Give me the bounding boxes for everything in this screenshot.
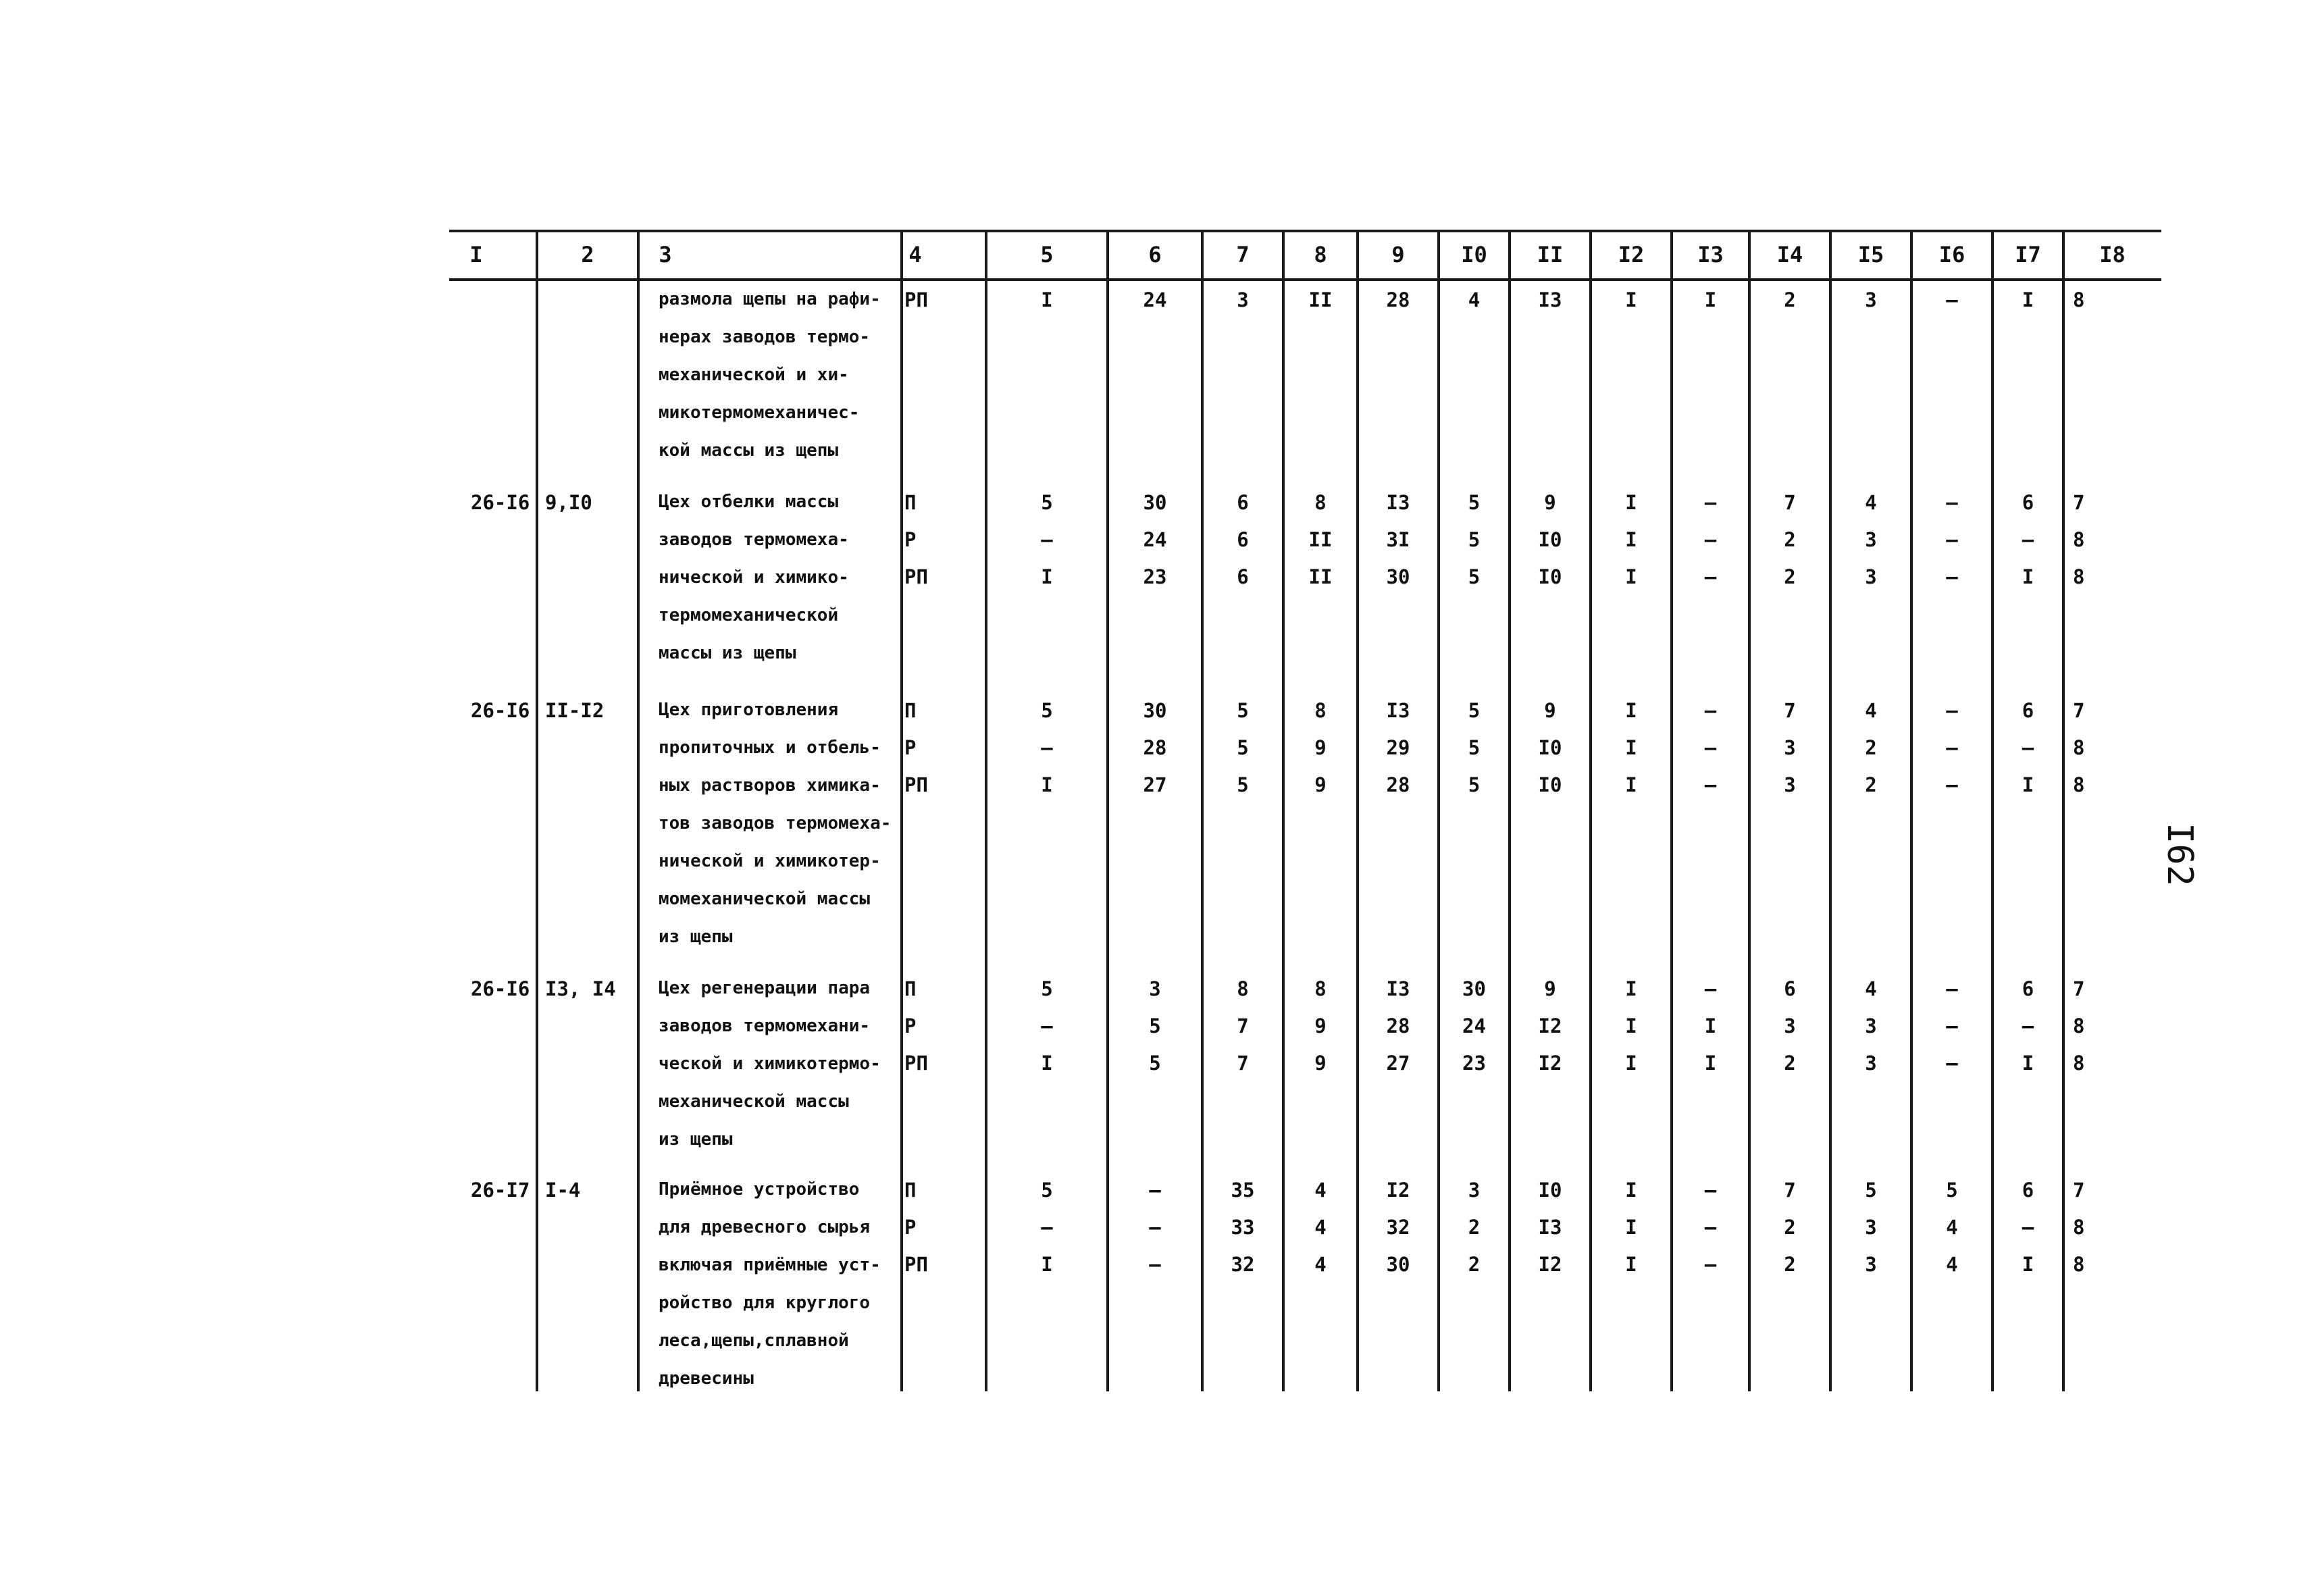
value-cell: 23 (1143, 565, 1167, 588)
value-cell: I (1625, 1216, 1637, 1239)
column-header-5: 5 (1040, 242, 1054, 267)
description-line: Приёмное устройство (659, 1179, 860, 1200)
value-cell: 28 (1386, 773, 1410, 796)
value-cell: 5 (1041, 699, 1053, 722)
description-line: Цех приготовления (659, 700, 839, 720)
value-cell: 6 (1784, 977, 1796, 1000)
value-cell: 8 (2073, 288, 2085, 311)
value-cell: 6 (2022, 1179, 2034, 1202)
value-cell: – (1946, 528, 1958, 551)
value-cell: 7 (2073, 491, 2085, 514)
value-cell: I0 (1538, 773, 1562, 796)
value-cell: 7 (1784, 699, 1796, 722)
value-cell: I (2022, 565, 2034, 588)
value-cell: I (1625, 1052, 1637, 1075)
value-cell: – (1946, 1052, 1958, 1075)
value-cell: I (2022, 288, 2034, 311)
description-line: Цех регенерации пара (659, 978, 871, 998)
value-cell: – (1041, 528, 1053, 551)
value-cell: 4 (1314, 1179, 1327, 1202)
value-cell: 9 (1544, 699, 1556, 722)
value-cell: 9 (1314, 1052, 1327, 1075)
value-cell: 8 (2073, 773, 2085, 796)
row-type-cell: П (904, 491, 917, 514)
description-line: массы из щепы (659, 643, 796, 663)
value-cell: 2 (1865, 736, 1877, 759)
value-cell: 5 (1468, 491, 1481, 514)
value-cell: – (1704, 736, 1717, 759)
row-type-cell: Р (904, 528, 917, 551)
value-cell: I (1041, 1052, 1053, 1075)
description-line: момеханической массы (659, 889, 871, 909)
value-cell: 5 (1468, 528, 1481, 551)
value-cell: 4 (1865, 699, 1877, 722)
value-cell: 3 (1468, 1179, 1481, 1202)
value-cell: – (1704, 1253, 1717, 1276)
row-type-cell: П (904, 1179, 917, 1202)
value-cell: – (1704, 773, 1717, 796)
value-cell: 24 (1143, 288, 1167, 311)
value-cell: 8 (1314, 699, 1327, 722)
value-cell: 5 (1946, 1179, 1958, 1202)
value-cell: 6 (1237, 491, 1249, 514)
value-cell: 33 (1231, 1216, 1255, 1239)
value-cell: – (1704, 528, 1717, 551)
description-line: тов заводов термомеха- (659, 813, 892, 833)
column-divider (2062, 230, 2065, 1391)
description-line: включая приёмные уст- (659, 1255, 881, 1275)
value-cell: 3 (1784, 1014, 1796, 1037)
description-line: пропиточных и отбель- (659, 738, 881, 758)
value-cell: – (1946, 1014, 1958, 1037)
row-type-cell: Р (904, 1014, 917, 1037)
value-cell: 5 (1237, 773, 1249, 796)
value-cell: I (1625, 977, 1637, 1000)
value-cell: 2 (1784, 1052, 1796, 1075)
value-cell: 27 (1143, 773, 1167, 796)
value-cell: I3 (1538, 1216, 1562, 1239)
value-cell: I (1704, 1014, 1717, 1037)
value-cell: I (1625, 1014, 1637, 1037)
value-cell: 8 (2073, 1052, 2085, 1075)
column-divider (637, 230, 640, 1391)
row-type-cell: РП (904, 565, 928, 588)
description-line: ных растворов химика- (659, 775, 881, 796)
value-cell: 3 (1865, 1253, 1877, 1276)
column-header-15: I5 (1857, 242, 1884, 267)
block-rows-label: 9,I0 (545, 491, 592, 514)
value-cell: 5 (1041, 1179, 1053, 1202)
value-cell: I (2022, 773, 2034, 796)
value-cell: – (2022, 1216, 2034, 1239)
value-cell: I (1625, 491, 1637, 514)
value-cell: 4 (1865, 977, 1877, 1000)
value-cell: – (1946, 977, 1958, 1000)
value-cell: 7 (1784, 491, 1796, 514)
column-divider (985, 230, 987, 1391)
value-cell: 3 (1784, 736, 1796, 759)
value-cell: I (1625, 773, 1637, 796)
description-line: для древесного сырья (659, 1217, 871, 1237)
value-cell: I0 (1538, 528, 1562, 551)
column-divider (1748, 230, 1751, 1391)
block-rows-label: I-4 (545, 1179, 581, 1202)
value-cell: 7 (1784, 1179, 1796, 1202)
description-line: термомеханической (659, 605, 839, 625)
description-line: из щепы (659, 927, 733, 947)
column-header-3: 3 (659, 242, 672, 267)
row-type-cell: П (904, 977, 917, 1000)
value-cell: 9 (1314, 1014, 1327, 1037)
value-cell: II (1308, 565, 1333, 588)
value-cell: – (1704, 1179, 1717, 1202)
value-cell: 3 (1865, 565, 1877, 588)
column-header-10: I0 (1461, 242, 1487, 267)
row-type-cell: РП (904, 288, 928, 311)
value-cell: 5 (1468, 699, 1481, 722)
value-cell: I (1041, 565, 1053, 588)
value-cell: 4 (1314, 1216, 1327, 1239)
value-cell: – (1041, 1014, 1053, 1037)
value-cell: 6 (2022, 699, 2034, 722)
value-cell: I (2022, 1052, 2034, 1075)
header-bottom-rule (449, 278, 2161, 281)
column-divider (1201, 230, 1204, 1391)
value-cell: 3 (1237, 288, 1249, 311)
column-header-1: I (469, 242, 483, 267)
value-cell: 28 (1143, 736, 1167, 759)
page-number: I62 (2159, 823, 2200, 886)
value-cell: 8 (2073, 1216, 2085, 1239)
value-cell: 3I (1386, 528, 1410, 551)
description-line: нерах заводов термо- (659, 327, 871, 347)
value-cell: 5 (1237, 736, 1249, 759)
value-cell: I (1625, 1253, 1637, 1276)
column-header-6: 6 (1148, 242, 1162, 267)
value-cell: 8 (2073, 1014, 2085, 1037)
value-cell: 3 (1865, 1014, 1877, 1037)
value-cell: I2 (1386, 1179, 1410, 1202)
value-cell: 30 (1143, 491, 1167, 514)
value-cell: 9 (1544, 491, 1556, 514)
row-type-cell: Р (904, 736, 917, 759)
block-rows-label: II-I2 (545, 699, 605, 722)
value-cell: 3 (1865, 288, 1877, 311)
column-divider (1589, 230, 1592, 1391)
value-cell: 3 (1149, 977, 1161, 1000)
value-cell: 8 (1314, 491, 1327, 514)
value-cell: I3 (1386, 491, 1410, 514)
description-line: древесины (659, 1368, 754, 1389)
block-code: 26-I6 (471, 491, 530, 514)
value-cell: I (1625, 699, 1637, 722)
value-cell: 2 (1784, 1216, 1796, 1239)
value-cell: – (2022, 528, 2034, 551)
value-cell: 5 (1865, 1179, 1877, 1202)
description-line: микотермомеханичес- (659, 403, 860, 423)
description-line: заводов термомеха- (659, 530, 849, 550)
value-cell: 2 (1468, 1253, 1481, 1276)
value-cell: 4 (1946, 1216, 1958, 1239)
column-divider (536, 230, 538, 1391)
value-cell: 8 (2073, 565, 2085, 588)
value-cell: 30 (1386, 565, 1410, 588)
value-cell: 30 (1143, 699, 1167, 722)
block-rows-label: I3, I4 (545, 977, 616, 1000)
row-type-cell: РП (904, 1253, 928, 1276)
value-cell: 2 (1784, 288, 1796, 311)
value-cell: 28 (1386, 288, 1410, 311)
value-cell: 24 (1143, 528, 1167, 551)
value-cell: 9 (1314, 736, 1327, 759)
value-cell: 23 (1462, 1052, 1486, 1075)
value-cell: I (1704, 1052, 1717, 1075)
description-line: размола щепы на рафи- (659, 289, 881, 309)
value-cell: I2 (1538, 1253, 1562, 1276)
value-cell: I3 (1538, 288, 1562, 311)
value-cell: 32 (1386, 1216, 1410, 1239)
column-divider (1437, 230, 1440, 1391)
description-line: заводов термомехани- (659, 1016, 871, 1036)
value-cell: 3 (1865, 528, 1877, 551)
value-cell: I2 (1538, 1052, 1562, 1075)
column-header-12: I2 (1618, 242, 1645, 267)
value-cell: I (1625, 528, 1637, 551)
value-cell: 5 (1041, 491, 1053, 514)
value-cell: II (1308, 528, 1333, 551)
value-cell: I (1041, 288, 1053, 311)
description-line: ройство для круглого (659, 1293, 871, 1313)
value-cell: – (1946, 736, 1958, 759)
value-cell: 7 (2073, 1179, 2085, 1202)
value-cell: 3 (1784, 773, 1796, 796)
value-cell: 7 (2073, 977, 2085, 1000)
value-cell: 27 (1386, 1052, 1410, 1075)
value-cell: – (1041, 736, 1053, 759)
value-cell: – (1149, 1216, 1161, 1239)
value-cell: 2 (1865, 773, 1877, 796)
value-cell: 4 (1946, 1253, 1958, 1276)
value-cell: 5 (1237, 699, 1249, 722)
column-header-8: 8 (1314, 242, 1327, 267)
row-type-cell: РП (904, 1052, 928, 1075)
column-divider (1991, 230, 1994, 1391)
value-cell: 4 (1314, 1253, 1327, 1276)
value-cell: I3 (1386, 977, 1410, 1000)
value-cell: 6 (1237, 528, 1249, 551)
value-cell: 2 (1784, 565, 1796, 588)
value-cell: 24 (1462, 1014, 1486, 1037)
column-header-4: 4 (908, 242, 922, 267)
value-cell: – (1704, 565, 1717, 588)
value-cell: 28 (1386, 1014, 1410, 1037)
value-cell: I (1625, 288, 1637, 311)
column-divider (1670, 230, 1673, 1391)
value-cell: – (1149, 1179, 1161, 1202)
value-cell: 2 (1468, 1216, 1481, 1239)
value-cell: I0 (1538, 1179, 1562, 1202)
column-divider (1282, 230, 1285, 1391)
row-type-cell: Р (904, 1216, 917, 1239)
value-cell: – (2022, 736, 2034, 759)
column-header-9: 9 (1391, 242, 1405, 267)
column-header-11: II (1537, 242, 1564, 267)
column-header-14: I4 (1776, 242, 1803, 267)
value-cell: 30 (1462, 977, 1486, 1000)
column-divider (1106, 230, 1109, 1391)
value-cell: 6 (1237, 565, 1249, 588)
value-cell: 5 (1149, 1052, 1161, 1075)
description-line: ческой и химикотермо- (659, 1054, 881, 1074)
value-cell: – (1704, 491, 1717, 514)
description-line: нической и химикотер- (659, 851, 881, 871)
column-header-7: 7 (1236, 242, 1250, 267)
value-cell: – (1704, 699, 1717, 722)
row-type-cell: П (904, 699, 917, 722)
value-cell: 7 (2073, 699, 2085, 722)
value-cell: I (1041, 1253, 1053, 1276)
column-divider (1829, 230, 1832, 1391)
value-cell: I3 (1386, 699, 1410, 722)
value-cell: – (1946, 288, 1958, 311)
value-cell: I2 (1538, 1014, 1562, 1037)
value-cell: 8 (2073, 1253, 2085, 1276)
value-cell: I0 (1538, 565, 1562, 588)
value-cell: 5 (1149, 1014, 1161, 1037)
description-line: нической и химико- (659, 567, 849, 588)
value-cell: II (1308, 288, 1333, 311)
description-line: механической и хи- (659, 365, 849, 385)
value-cell: 5 (1041, 977, 1053, 1000)
value-cell: 2 (1784, 528, 1796, 551)
value-cell: 8 (2073, 736, 2085, 759)
column-divider (1508, 230, 1511, 1391)
block-code: 26-I6 (471, 699, 530, 722)
column-header-16: I6 (1938, 242, 1965, 267)
value-cell: 5 (1468, 565, 1481, 588)
value-cell: I (1625, 1179, 1637, 1202)
description-line: кой массы из щепы (659, 440, 839, 461)
value-cell: – (2022, 1014, 2034, 1037)
value-cell: – (1946, 699, 1958, 722)
value-cell: 32 (1231, 1253, 1255, 1276)
column-divider (900, 230, 903, 1391)
value-cell: 3 (1865, 1216, 1877, 1239)
value-cell: 6 (2022, 491, 2034, 514)
value-cell: 9 (1544, 977, 1556, 1000)
column-header-18: I8 (2099, 242, 2126, 267)
value-cell: I (1704, 288, 1717, 311)
value-cell: 3 (1865, 1052, 1877, 1075)
value-cell: I0 (1538, 736, 1562, 759)
value-cell: 9 (1314, 773, 1327, 796)
value-cell: – (1704, 1216, 1717, 1239)
value-cell: – (1041, 1216, 1053, 1239)
value-cell: 2 (1784, 1253, 1796, 1276)
description-line: механической массы (659, 1091, 849, 1112)
value-cell: 4 (1865, 491, 1877, 514)
block-code: 26-I6 (471, 977, 530, 1000)
value-cell: – (1149, 1253, 1161, 1276)
description-line: из щепы (659, 1129, 733, 1150)
value-cell: 5 (1468, 736, 1481, 759)
value-cell: 35 (1231, 1179, 1255, 1202)
value-cell: 8 (2073, 528, 2085, 551)
description-line: Цех отбелки массы (659, 492, 839, 512)
description-line: леса,щепы,сплавной (659, 1331, 849, 1351)
value-cell: I (1625, 736, 1637, 759)
value-cell: – (1704, 977, 1717, 1000)
column-divider (1356, 230, 1359, 1391)
value-cell: 7 (1237, 1014, 1249, 1037)
column-header-2: 2 (581, 242, 594, 267)
value-cell: – (1946, 491, 1958, 514)
value-cell: 8 (1237, 977, 1249, 1000)
block-code: 26-I7 (471, 1179, 530, 1202)
value-cell: I (1041, 773, 1053, 796)
table-top-rule (449, 230, 2161, 232)
value-cell: 5 (1468, 773, 1481, 796)
value-cell: 8 (1314, 977, 1327, 1000)
column-header-17: I7 (2015, 242, 2041, 267)
row-type-cell: РП (904, 773, 928, 796)
value-cell: I (1625, 565, 1637, 588)
column-header-13: I3 (1697, 242, 1724, 267)
value-cell: – (1946, 565, 1958, 588)
value-cell: 6 (2022, 977, 2034, 1000)
value-cell: I (2022, 1253, 2034, 1276)
value-cell: – (1946, 773, 1958, 796)
value-cell: 7 (1237, 1052, 1249, 1075)
column-divider (1910, 230, 1913, 1391)
value-cell: 29 (1386, 736, 1410, 759)
value-cell: 4 (1468, 288, 1481, 311)
value-cell: 30 (1386, 1253, 1410, 1276)
